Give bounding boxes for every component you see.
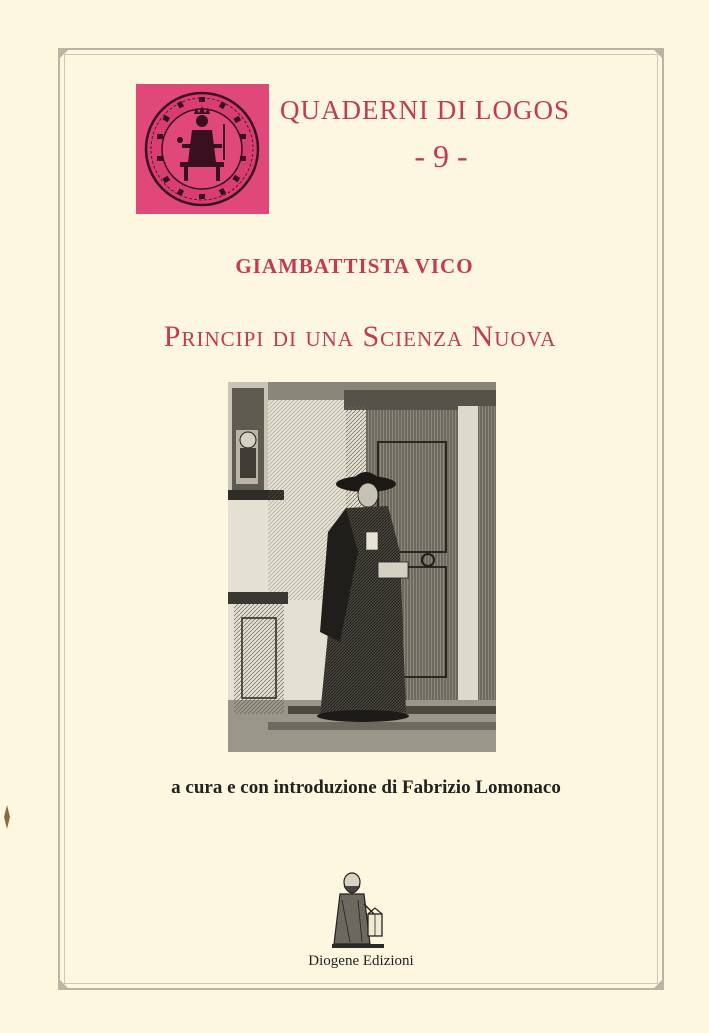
corner-ornament-icon [59, 49, 69, 59]
engraving-illustration [228, 382, 496, 752]
corner-ornament-icon [59, 979, 69, 989]
corner-ornament-icon [653, 979, 663, 989]
series-number: - 9 - [414, 138, 468, 174]
editor-line: a cura e con introduzione di Fabrizio Lomonaco [171, 777, 561, 798]
diogenes-lantern-icon [330, 870, 386, 950]
series-title: QUADERNI DI LOGOS [280, 95, 570, 125]
publisher-name: Diogene Edizioni [308, 953, 414, 969]
spine-mark [4, 805, 10, 829]
seal-emblem-icon [136, 84, 269, 214]
book-title: Principi di una Scienza Nuova [163, 320, 557, 353]
corner-ornament-icon [653, 49, 663, 59]
author-name: GIAMBATTISTA VICO [235, 254, 474, 278]
